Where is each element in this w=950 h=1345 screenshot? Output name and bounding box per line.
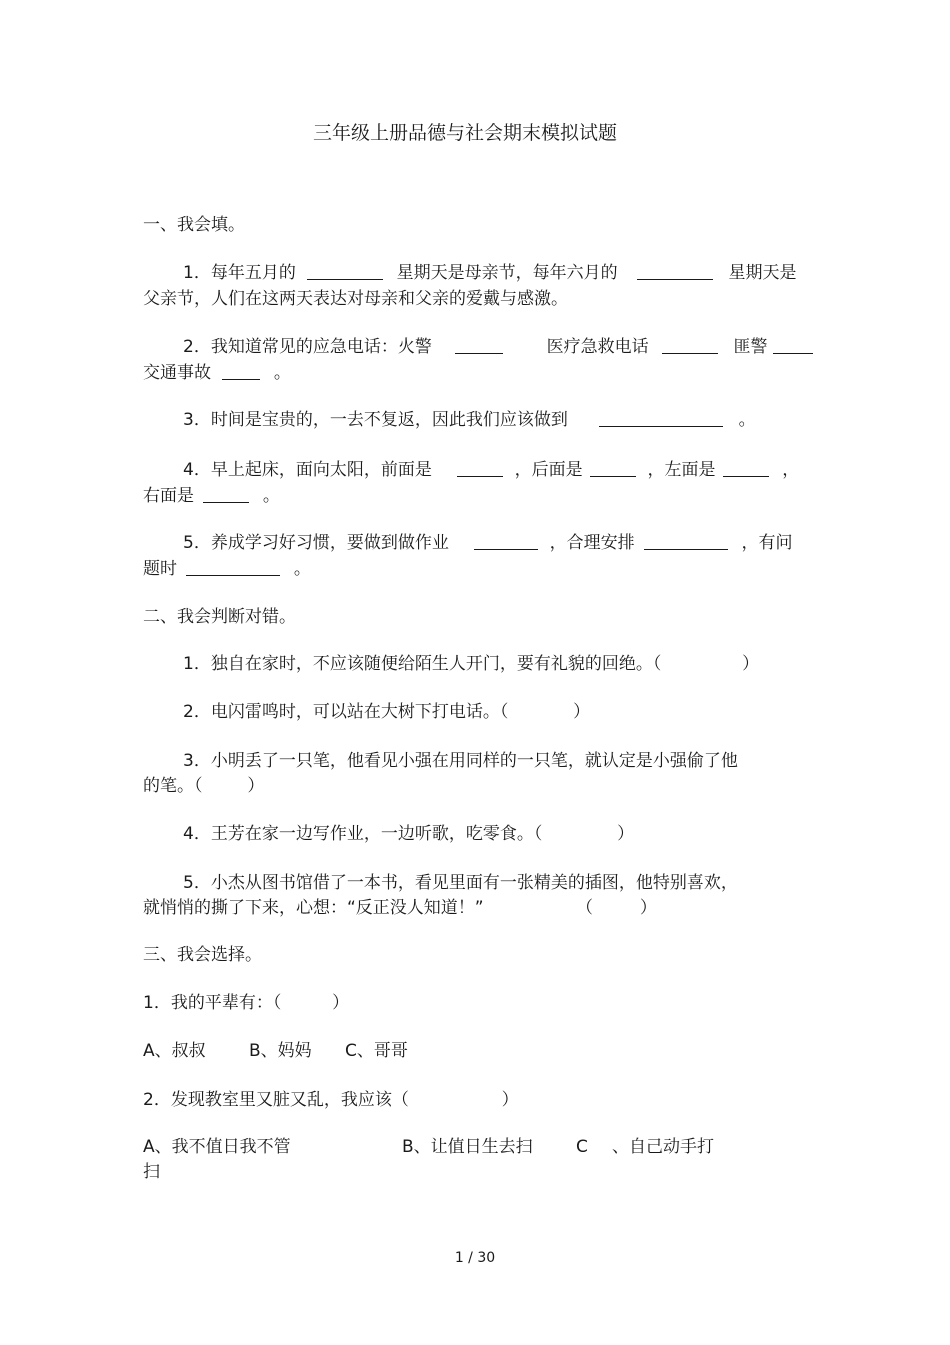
choice-2-option-b[interactable]: B、让值日生去扫 <box>402 1137 533 1157</box>
answer-blank[interactable] <box>203 485 249 503</box>
page-number: 1 / 30 <box>454 1250 496 1266</box>
close-paren: ） <box>501 1090 519 1110</box>
choice-question-1 <box>143 991 349 1015</box>
section-2-heading: 二、我会判断对错。 <box>143 607 296 627</box>
fill-question-2-line-2 <box>143 361 291 385</box>
fill-question-3 <box>183 408 756 432</box>
answer-blank[interactable] <box>307 262 383 280</box>
text: ，合理安排 <box>549 533 635 553</box>
close-paren: ） <box>247 776 265 796</box>
fill-question-1-line-2: 父亲节，人们在这两天表达对母亲和父亲的爱戴与感激。 <box>143 289 568 309</box>
judge-question-5-line-1: 5．小杰从图书馆借了一本书，看见里面有一张精美的插图，他特别喜欢， <box>183 873 738 893</box>
text: 星期天是母亲节，每年六月的 <box>396 263 618 283</box>
page-title: 三年级上册品德与社会期末模拟试题 <box>312 122 617 144</box>
text: 医疗急救电话 <box>546 337 649 357</box>
answer-blank[interactable] <box>186 558 280 576</box>
text: ，有问 <box>741 533 793 553</box>
text: 。 <box>273 363 291 383</box>
text: 。 <box>262 486 280 506</box>
text: 4．王芳在家一边写作业，一边听歌，吃零食。（ <box>183 824 543 844</box>
judge-question-5-parens <box>576 896 657 920</box>
text: 2．我知道常见的应急电话：火警 <box>183 337 432 357</box>
close-paren: ） <box>573 702 591 722</box>
text: 右面是 <box>143 486 194 506</box>
text: 星期天是 <box>728 263 797 283</box>
close-paren: ） <box>617 824 635 844</box>
choice-2-option-a[interactable]: A、我不值日我不管 <box>143 1137 291 1157</box>
text: ，后面是 <box>514 460 583 480</box>
text: 题时 <box>143 559 177 579</box>
judge-question-2 <box>183 700 590 724</box>
answer-blank[interactable] <box>474 532 538 550</box>
text: 3．时间是宝贵的，一去不复返，因此我们应该做到 <box>183 410 568 430</box>
text: 匪警 <box>733 337 768 357</box>
text: 交通事故 <box>143 363 211 383</box>
answer-blank[interactable] <box>662 336 718 354</box>
fill-question-1-line-1 <box>183 261 796 285</box>
answer-blank[interactable] <box>637 262 713 280</box>
choice-2-option-c-wrap: 扫 <box>143 1162 160 1182</box>
answer-blank[interactable] <box>222 362 260 380</box>
text: 1．每年五月的 <box>183 263 296 283</box>
answer-blank[interactable] <box>599 409 723 427</box>
fill-question-2-line-1 <box>183 335 813 359</box>
choice-1-option-c[interactable]: C、哥哥 <box>345 1041 408 1061</box>
text: ， <box>782 460 800 480</box>
open-paren: （ <box>576 898 593 918</box>
judge-question-3-line-2 <box>143 774 264 798</box>
choice-question-2 <box>143 1088 519 1112</box>
judge-question-5-line-2 <box>143 896 484 920</box>
answer-blank[interactable] <box>590 459 636 477</box>
answer-blank[interactable] <box>457 459 503 477</box>
fill-question-5-line-1 <box>183 531 792 555</box>
judge-question-3-line-1: 3．小明丢了一只笔，他看见小强在用同样的一只笔，就认定是小强偷了他 <box>183 751 738 771</box>
text: 4．早上起床，面向太阳，前面是 <box>183 460 432 480</box>
text: 5．养成学习好习惯，要做到做作业 <box>183 533 449 553</box>
answer-blank[interactable] <box>773 336 813 354</box>
judge-question-1 <box>183 652 759 676</box>
section-1-heading: 一、我会填。 <box>143 215 245 235</box>
choice-1-option-b[interactable]: B、妈妈 <box>249 1041 312 1061</box>
text: 2．电闪雷鸣时，可以站在大树下打电话。（ <box>183 702 509 722</box>
text: 的笔。（ <box>143 776 203 796</box>
text: 1．独自在家时，不应该随便给陌生人开门，要有礼貌的回绝。（ <box>183 654 662 674</box>
text: 。 <box>738 410 756 430</box>
answer-blank[interactable] <box>644 532 728 550</box>
answer-blank[interactable] <box>723 459 769 477</box>
text: 。 <box>293 559 311 579</box>
fill-question-5-line-2 <box>143 557 311 581</box>
choice-2-option-c-text[interactable]: 、自己动手打 <box>612 1137 714 1157</box>
text: 1．我的平辈有：（ <box>143 993 282 1013</box>
text: ，左面是 <box>647 460 716 480</box>
text: 2．发现教室里又脏又乱，我应该（ <box>143 1090 409 1110</box>
section-3-heading: 三、我会选择。 <box>143 945 262 965</box>
close-paren: ） <box>639 898 657 918</box>
choice-2-option-c-letter[interactable]: C <box>576 1137 588 1157</box>
answer-blank[interactable] <box>455 336 503 354</box>
close-paren: ） <box>742 654 760 674</box>
text: 就悄悄的撕了下来，心想：“反正没人知道！” <box>143 898 484 918</box>
fill-question-4-line-2 <box>143 484 280 508</box>
close-paren: ） <box>332 993 350 1013</box>
choice-1-option-a[interactable]: A、叔叔 <box>143 1041 206 1061</box>
fill-question-4-line-1 <box>183 458 799 482</box>
judge-question-4 <box>183 822 634 846</box>
